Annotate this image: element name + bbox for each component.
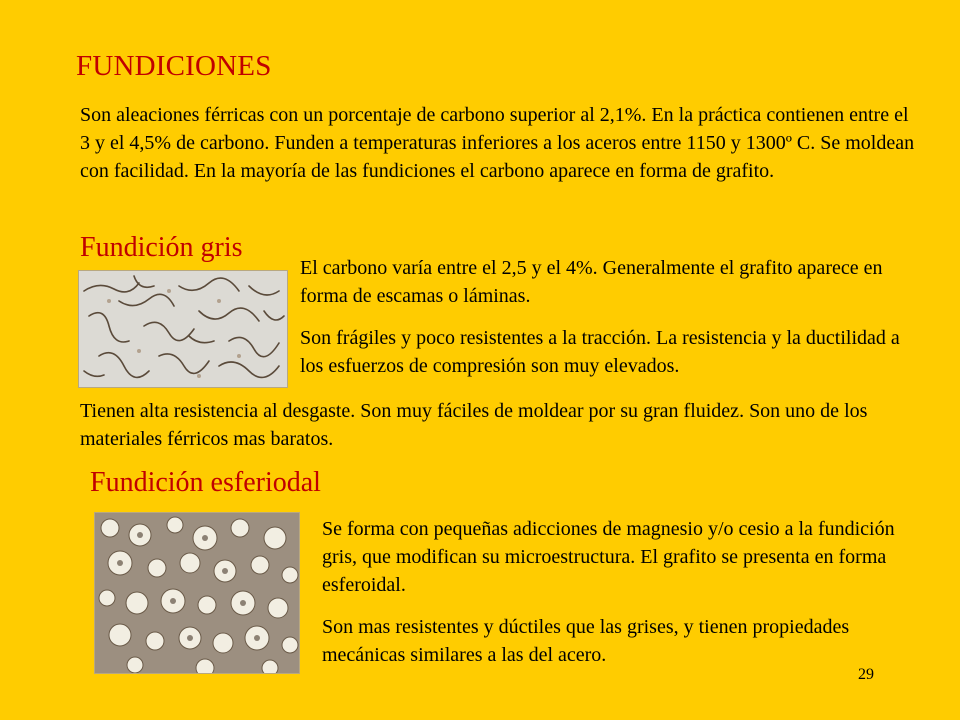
nodular-iron-text bbox=[322, 515, 932, 669]
slide-title: FUNDICIONES bbox=[76, 50, 272, 82]
gray-iron-text bbox=[300, 254, 920, 380]
nodular-iron-paragraph-1: Se forma con pequeñas adicciones de magnesio y/o cesio a la fundición gris, que modifican su microestructura. El grafito se presenta en forma esferoidal. bbox=[322, 518, 895, 596]
gray-iron-paragraph-2: Son frágiles y poco resistentes a la tracción. La resistencia y la ductilidad a los esfuerzos de compresión son muy elevados. bbox=[300, 327, 900, 377]
nodular-iron-paragraph-2: Son mas resistentes y dúctiles que las grises, y tienen propiedades mecánicas similares a las del acero. bbox=[322, 616, 850, 666]
gray-iron-micrograph bbox=[78, 270, 288, 388]
heading-fundicion-esferiodal: Fundición esferiodal bbox=[90, 467, 321, 498]
nodular-iron-micrograph bbox=[94, 512, 300, 674]
intro-paragraph: Son aleaciones férricas con un porcentaje de carbono superior al 2,1%. En la práctica contienen entre el 3 y el 4,5% de carbono. Funden a temperaturas inferiores a los aceros entre 1150 y 1300º C. Se moldean con facilidad. En la mayoría de las fundiciones el carbono aparece en forma de grafito. bbox=[80, 104, 915, 182]
gray-iron-paragraph-1: El carbono varía entre el 2,5 y el 4%. Generalmente el grafito aparece en forma de escamas o láminas. bbox=[300, 257, 883, 307]
page-number: 29 bbox=[858, 666, 874, 683]
gray-iron-paragraph-3: Tienen alta resistencia al desgaste. Son muy fáciles de moldear por su gran fluidez. Son uno de los materiales férricos mas baratos. bbox=[80, 400, 868, 450]
heading-fundicion-gris: Fundición gris bbox=[80, 232, 243, 263]
